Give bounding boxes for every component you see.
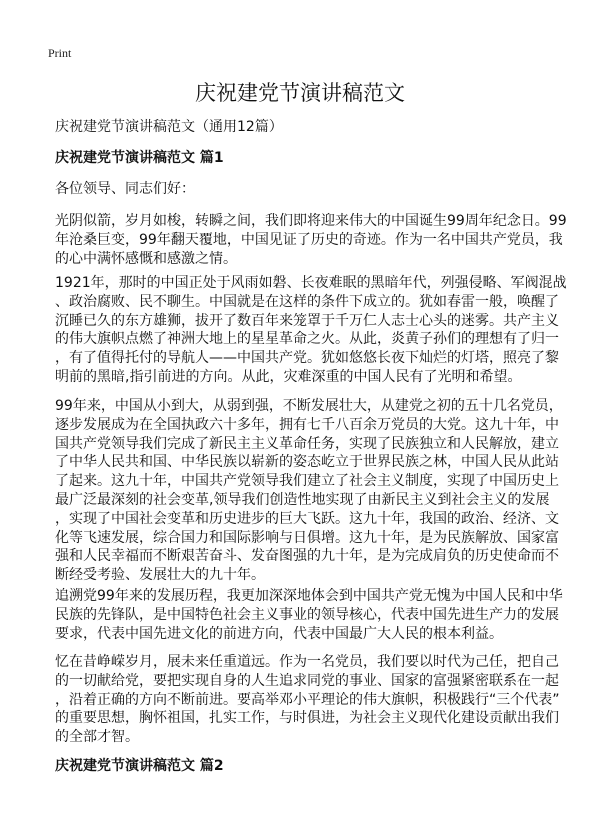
paragraph-line: 忆在昔峥嵘岁月，展未来任重道远。作为一名党员，我们要以时代为己任，把自己 xyxy=(55,654,559,670)
paragraph-3 xyxy=(55,397,563,585)
paragraph-line: ，有了值得托付的导航人——中国共产党。犹如悠悠长夜下灿烂的灯塔，照亮了黎 xyxy=(55,350,559,367)
paragraph-line: 国共产党领导我们完成了新民主主义革命任务，实现了民族独立和人民解放，建立 xyxy=(55,435,559,452)
paragraph-line: 的伟大旗帜点燃了神洲大地上的星星革命之火。从此，炎黄子孙们的理想有了归一 xyxy=(55,331,559,348)
paragraph-line: 逐步发展成为在全国执政六十多年，拥有七千八百余万党员的大党。这九十年，中 xyxy=(55,416,559,433)
paragraph-line: 沉睡已久的东方雄狮，拔开了数百年来笼罩于千万仁人志士心头的迷雾。共产主义 xyxy=(55,312,559,329)
paragraph-line: ，沿着正确的方向不断前进。要高举邓小平理论的伟大旗帜，积极践行“三个代表” xyxy=(55,691,560,708)
paragraph-line: 的心中满怀感慨和感激之情。 xyxy=(55,250,237,267)
greeting: 各位领导、同志们好： xyxy=(55,181,195,197)
paragraph-line: 民族的先锋队，是中国特色社会主义事业的领导核心，代表中国先进生产力的发展 xyxy=(55,606,559,623)
paragraph-line: 的重要思想，胸怀祖国，扎实工作，与时俱进，为社会主义现代化建设贡献出我们 xyxy=(55,710,559,727)
paragraph-line: 了中华人民共和国、中华民族以崭新的姿态屹立于世界民族之林，中国人民从此站 xyxy=(55,454,559,471)
paragraph-line: 光阴似箭，岁月如梭，转瞬之间，我们即将迎来伟大的中国诞生99周年纪念日。99 xyxy=(55,213,567,229)
subtitle: 庆祝建党节演讲稿范文（通用12篇） xyxy=(55,119,283,135)
page-title: 庆祝建党节演讲稿范文 xyxy=(195,81,405,105)
paragraph-line: 的全部才智。 xyxy=(55,729,139,746)
paragraph-line: 1921年，那时的中国正处于风雨如磐、长夜难眠的黑暗年代，列强侵略、军阀混战 xyxy=(55,275,567,291)
print-link[interactable]: Print xyxy=(48,46,72,60)
paragraph-5 xyxy=(55,653,560,747)
paragraph-1 xyxy=(55,212,567,268)
paragraph-4 xyxy=(55,587,563,643)
paragraph-line: 99年来，中国从小到大，从弱到强，不断发展壮大，从建党之初的五十几名党员， xyxy=(55,398,563,414)
paragraph-line: ，实现了中国社会变革和历史进步的巨大飞跃。这九十年，我国的政治、经济、文 xyxy=(55,510,559,527)
paragraph-line: 追溯党99年来的发展历程，我更加深深地体会到中国共产党无愧为中国人民和中华 xyxy=(55,588,563,604)
paragraph-line: 年沧桑巨变，99年翻天覆地，中国见证了历史的奇迹。作为一名中国共产党员，我 xyxy=(55,231,563,248)
paragraph-line: 的一切献给党，要把实现自身的人生追求同党的事业、国家的富强紧密联系在一起 xyxy=(55,672,559,689)
section-heading-1: 庆祝建党节演讲稿范文 篇1 xyxy=(55,150,224,166)
paragraph-line: 、政治腐败、民不聊生。中国就是在这样的条件下成立的。犹如春雷一般，唤醒了 xyxy=(55,293,559,310)
paragraph-line: 明前的黑暗,指引前进的方向。从此，灾难深重的中国人民有了光明和希望。 xyxy=(55,368,522,385)
paragraph-2 xyxy=(55,274,567,387)
paragraph-line: 要求，代表中国先进文化的前进方向，代表中国最广大人民的根本利益。 xyxy=(55,625,503,642)
section-heading-2: 庆祝建党节演讲稿范文 篇2 xyxy=(55,758,224,774)
paragraph-line: 了起来。这九十年，中国共产党领导我们建立了社会主义制度，实现了中国历史上 xyxy=(55,473,559,490)
paragraph-line: 断经受考验、发展壮大的九十年。 xyxy=(55,567,265,584)
paragraph-line: 化等飞速发展，综合国力和国际影响与日俱增。这九十年，是为民族解放、国家富 xyxy=(55,529,559,546)
paragraph-line: 最广泛最深刻的社会变革,领导我们创造性地实现了由新民主义到社会主义的发展 xyxy=(55,491,550,508)
paragraph-line: 强和人民幸福而不断艰苦奋斗、发奋图强的九十年，是为完成肩负的历史使命而不 xyxy=(55,548,559,565)
